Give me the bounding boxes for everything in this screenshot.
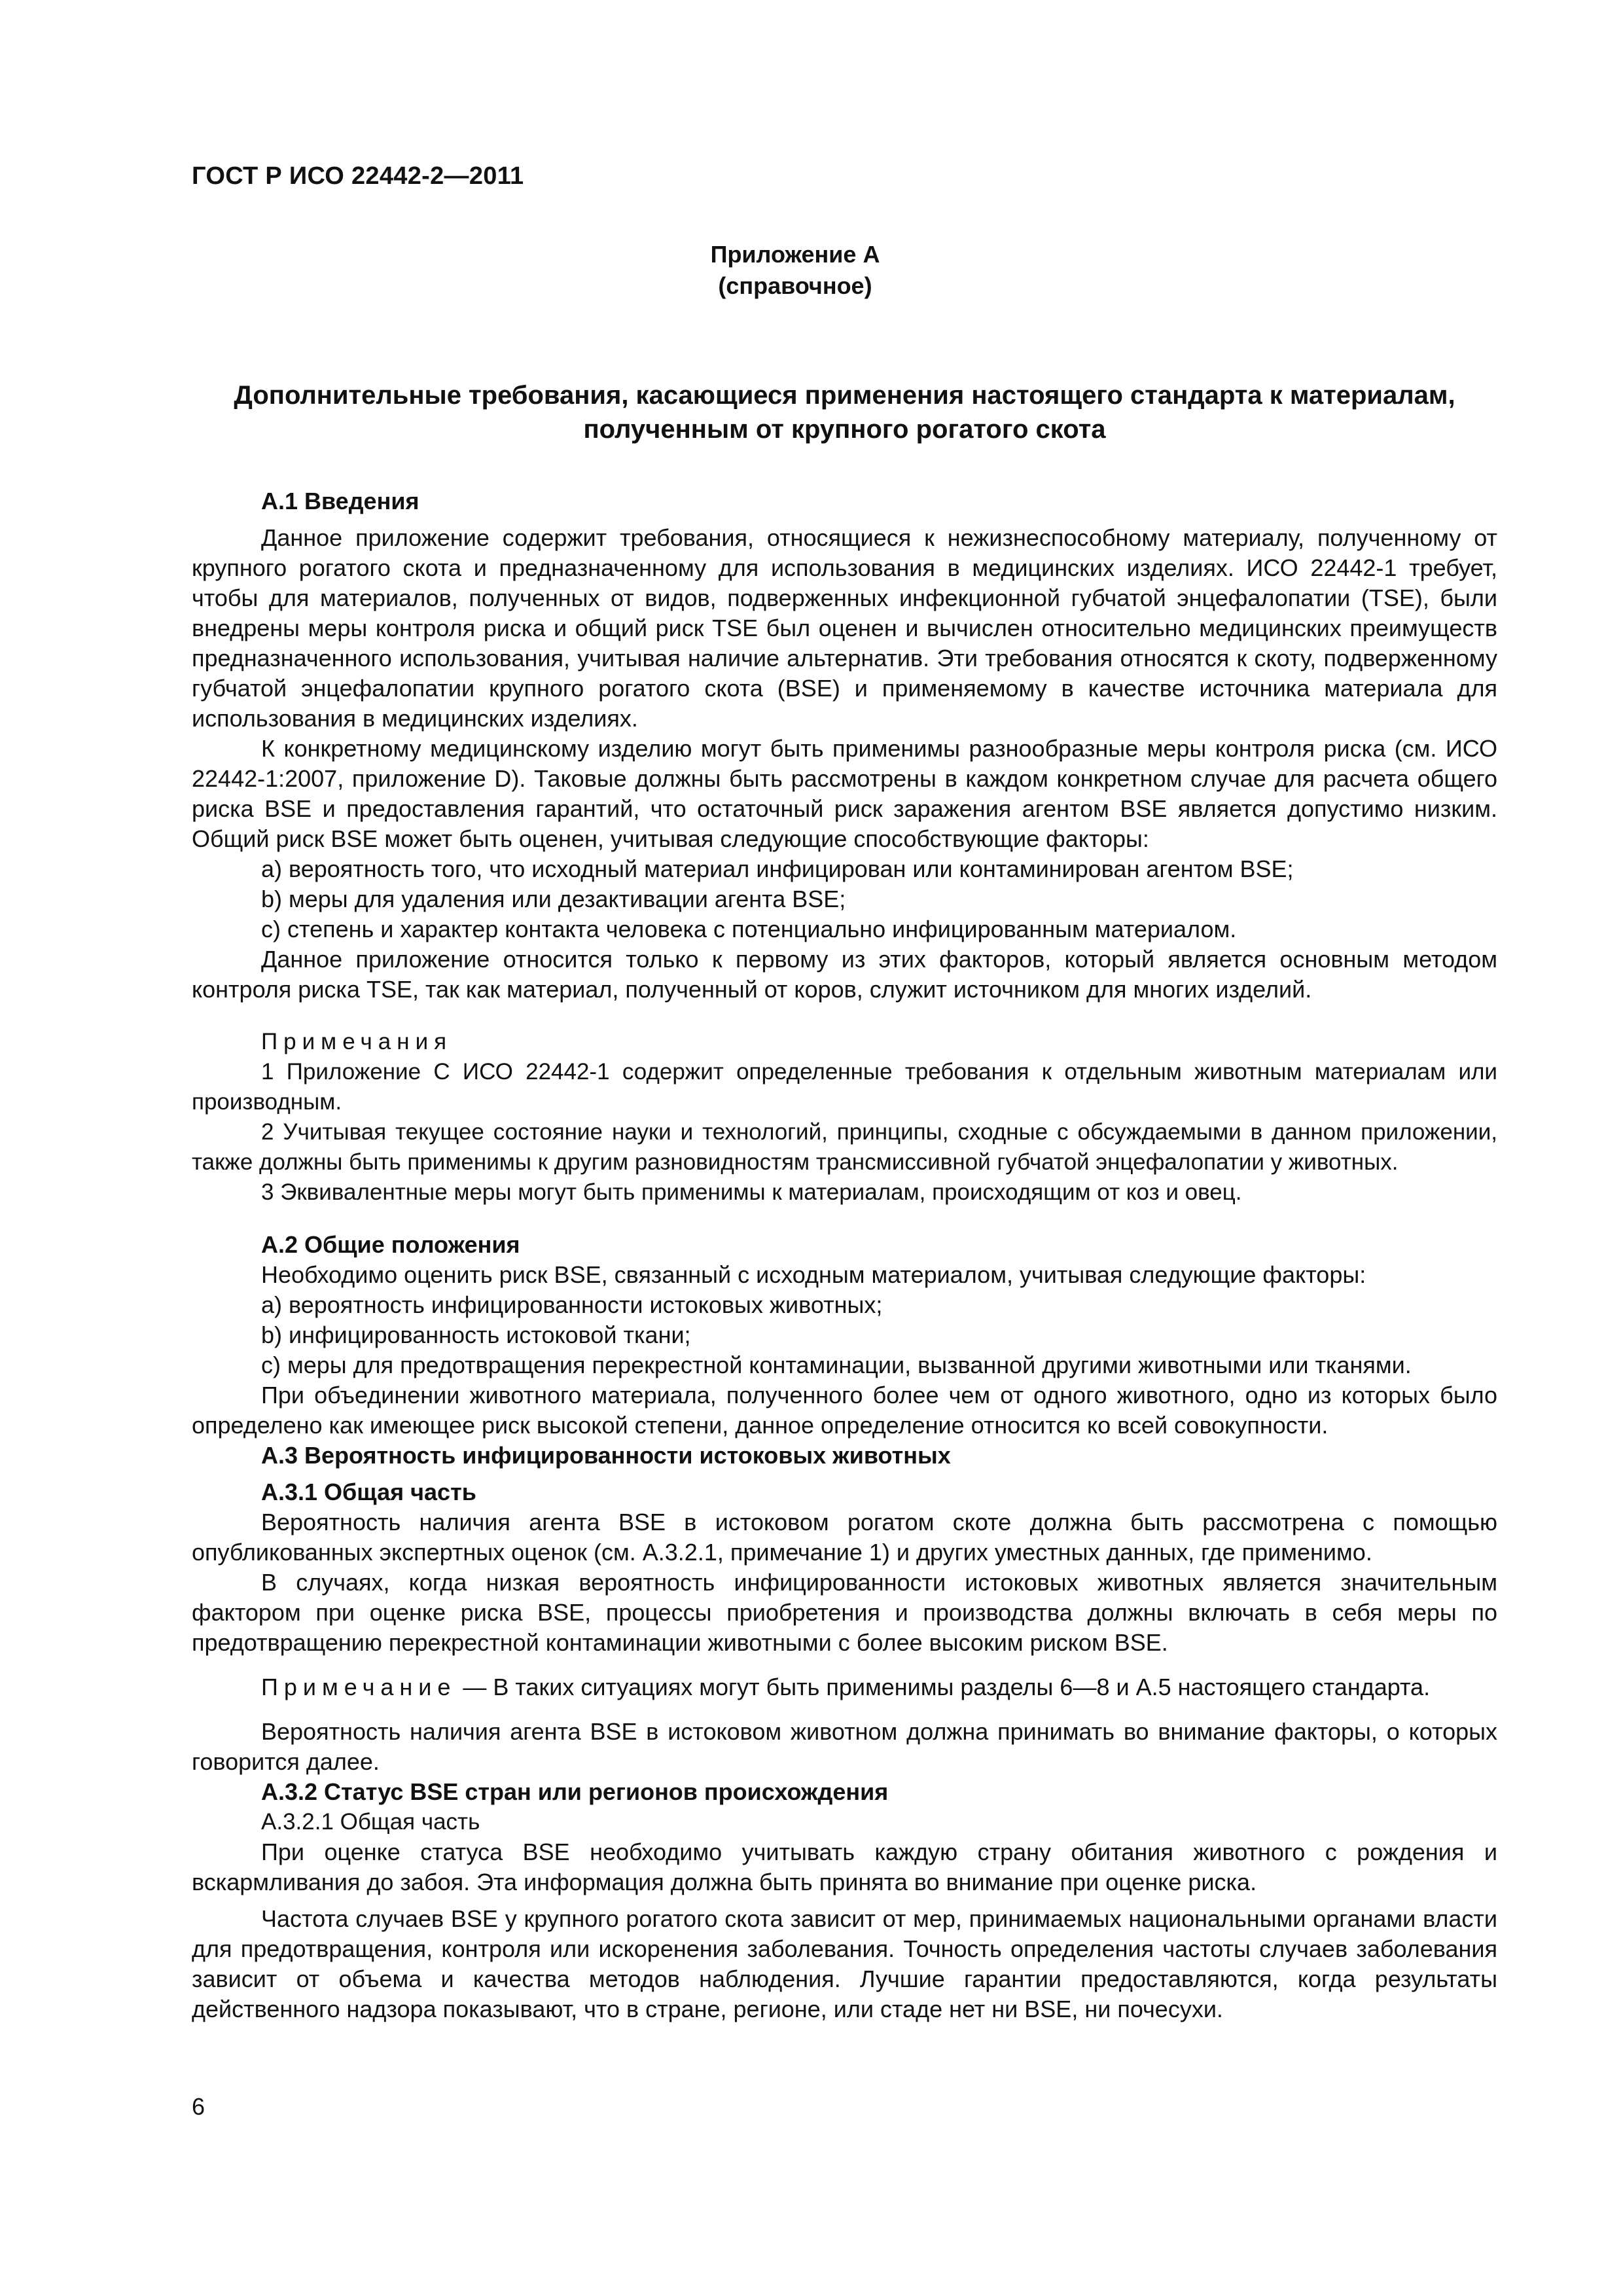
note-label: Примечание — [261, 1674, 457, 1700]
annex-title: Приложение А — [710, 241, 880, 268]
factor-list — [192, 1290, 1497, 1380]
factor-list — [192, 854, 1497, 944]
section-heading-a2: А.2 Общие положения — [261, 1231, 520, 1258]
note-item: 1 Приложение С ИСО 22442-1 содержит определенные требования к отдельным животным материалам или производным. — [192, 1059, 1497, 1115]
list-item: b) инфицированность истоковой ткани; — [261, 1321, 691, 1348]
notes-block — [192, 1027, 1497, 1208]
note-item: 2 Учитывая текущее состояние науки и технологий, принципы, сходные с обсуждаемыми в данном приложении, также должны быть применимы к другим разновидностям трансмиссивной губчатой энцефалопатии у животных. — [192, 1119, 1497, 1175]
paragraph: Данное приложение относится только к первому из этих факторов, который является основным методом контроля риска TSE, так как материал, полученный от коров, служит источником для многих изделий. — [192, 946, 1497, 1003]
subsection-heading-a321: А.3.2.1 Общая часть — [261, 1809, 480, 1835]
list-item: a) вероятность инфицированности истоковых животных; — [261, 1291, 883, 1318]
paragraph: В случаях, когда низкая вероятность инфицированности истоковых животных является значительным фактором при оценке риска BSE, процессы приобретения и производства должны включать в себя меры по предотвращению перекрестной контаминации животными с более высоким риском BSE. — [192, 1569, 1497, 1656]
paragraph: При оценке статуса BSE необходимо учитывать каждую страну обитания животного с рождения и вскармливания до забоя. Эта информация должна быть принята во внимание при оценке риска. — [192, 1839, 1497, 1895]
paragraph: Необходимо оценить риск BSE, связанный с исходным материалом, учитывая следующие факторы: — [261, 1261, 1366, 1288]
subsection-heading-a31: А.3.1 Общая часть — [261, 1479, 476, 1505]
paragraph: Данное приложение содержит требования, относящиеся к нежизнеспособному материалу, полученному от крупного рогатого скота и предназначенному для использования в медицинских изделиях. ИСО 22442-1 требует, чтобы для материалов, полученных от видов, подверженных инфекционной губчатой энцефалопатии (TSE), были внедрены меры контроля риска и общий риск TSE был оценен и вычислен относительно медицинских преимуществ предназначенного использования, учитывая наличие альтернатив. Эти требования относятся к скоту, подверженному губчатой энцефалопатии крупного рогатого скота (BSE) и применяемому в качестве источника материала для использования в медицинских изделиях. — [192, 524, 1497, 732]
section-heading-a1: А.1 Введения — [261, 488, 419, 514]
section-heading-a3: А.3 Вероятность инфицированности истоковых животных — [261, 1442, 951, 1469]
list-item: c) меры для предотвращения перекрестной контаминации, вызванной другими животными или тканями. — [261, 1352, 1412, 1378]
notes-label: Примечания — [261, 1029, 453, 1054]
page-number: 6 — [192, 2093, 205, 2120]
paragraph: Вероятность наличия агента BSE в истоковом рогатом скоте должна быть рассмотрена с помощью опубликованных экспертных оценок (см. А.3.2.1, примечание 1) и других уместных данных, где применимо. — [192, 1509, 1497, 1566]
note-item: 3 Эквивалентные меры могут быть применимы к материалам, происходящим от коз и овец. — [261, 1179, 1242, 1205]
paragraph: Вероятность наличия агента BSE в истоковом животном должна принимать во внимание факторы, о которых говорится далее. — [192, 1718, 1497, 1775]
document-code: ГОСТ Р ИСО 22442-2—2011 — [192, 162, 524, 190]
list-item: a) вероятность того, что исходный материал инфицирован или контаминирован агентом BSE; — [261, 855, 1294, 882]
note-paragraph — [192, 1672, 1497, 1702]
annex-type: (справочное) — [718, 272, 872, 299]
annex-heading — [681, 239, 910, 302]
paragraph: При объединении животного материала, полученного более чем от одного животного, одно из которых было определено как имеющее риск высокой степени, данное определение относится ко всей совокупности. — [192, 1382, 1497, 1439]
paragraph: К конкретному медицинскому изделию могут быть применимы разнообразные меры контроля риска (см. ИСО 22442-1:2007, приложение D). Таковые должны быть рассмотрены в каждом конкретном случае для расчета общего риска BSE и предоставления гарантий, что остаточный риск заражения агентом BSE является допустимо низким. Общий риск BSE может быть оценен, учитывая следующие способствующие факторы: — [192, 735, 1497, 852]
note-text: — В таких ситуациях могут быть применимы разделы 6—8 и А.5 настоящего стандарта. — [456, 1674, 1431, 1700]
subsection-heading-a32: А.3.2 Статус BSE стран или регионов происхождения — [261, 1778, 889, 1805]
paragraph: Частота случаев BSE у крупного рогатого скота зависит от мер, принимаемых национальными органами власти для предотвращения, контроля или искоренения заболевания. Точность определения частоты случаев заболевания зависит от объема и качества методов наблюдения. Лучшие гарантии предоставляются, когда результаты действенного надзора показывают, что в стране, регионе, или стаде нет ни BSE, ни почесухи. — [192, 1905, 1497, 2022]
annex-main-title: Дополнительные требования, касающиеся применения настоящего стандарта к материалам, полученным от крупного рогатого скота — [234, 381, 1455, 444]
document-body — [192, 486, 1497, 2024]
list-item: b) меры для удаления или дезактивации агента BSE; — [261, 886, 846, 912]
list-item: c) степень и характер контакта человека с потенциально инфицированным материалом. — [261, 916, 1237, 942]
